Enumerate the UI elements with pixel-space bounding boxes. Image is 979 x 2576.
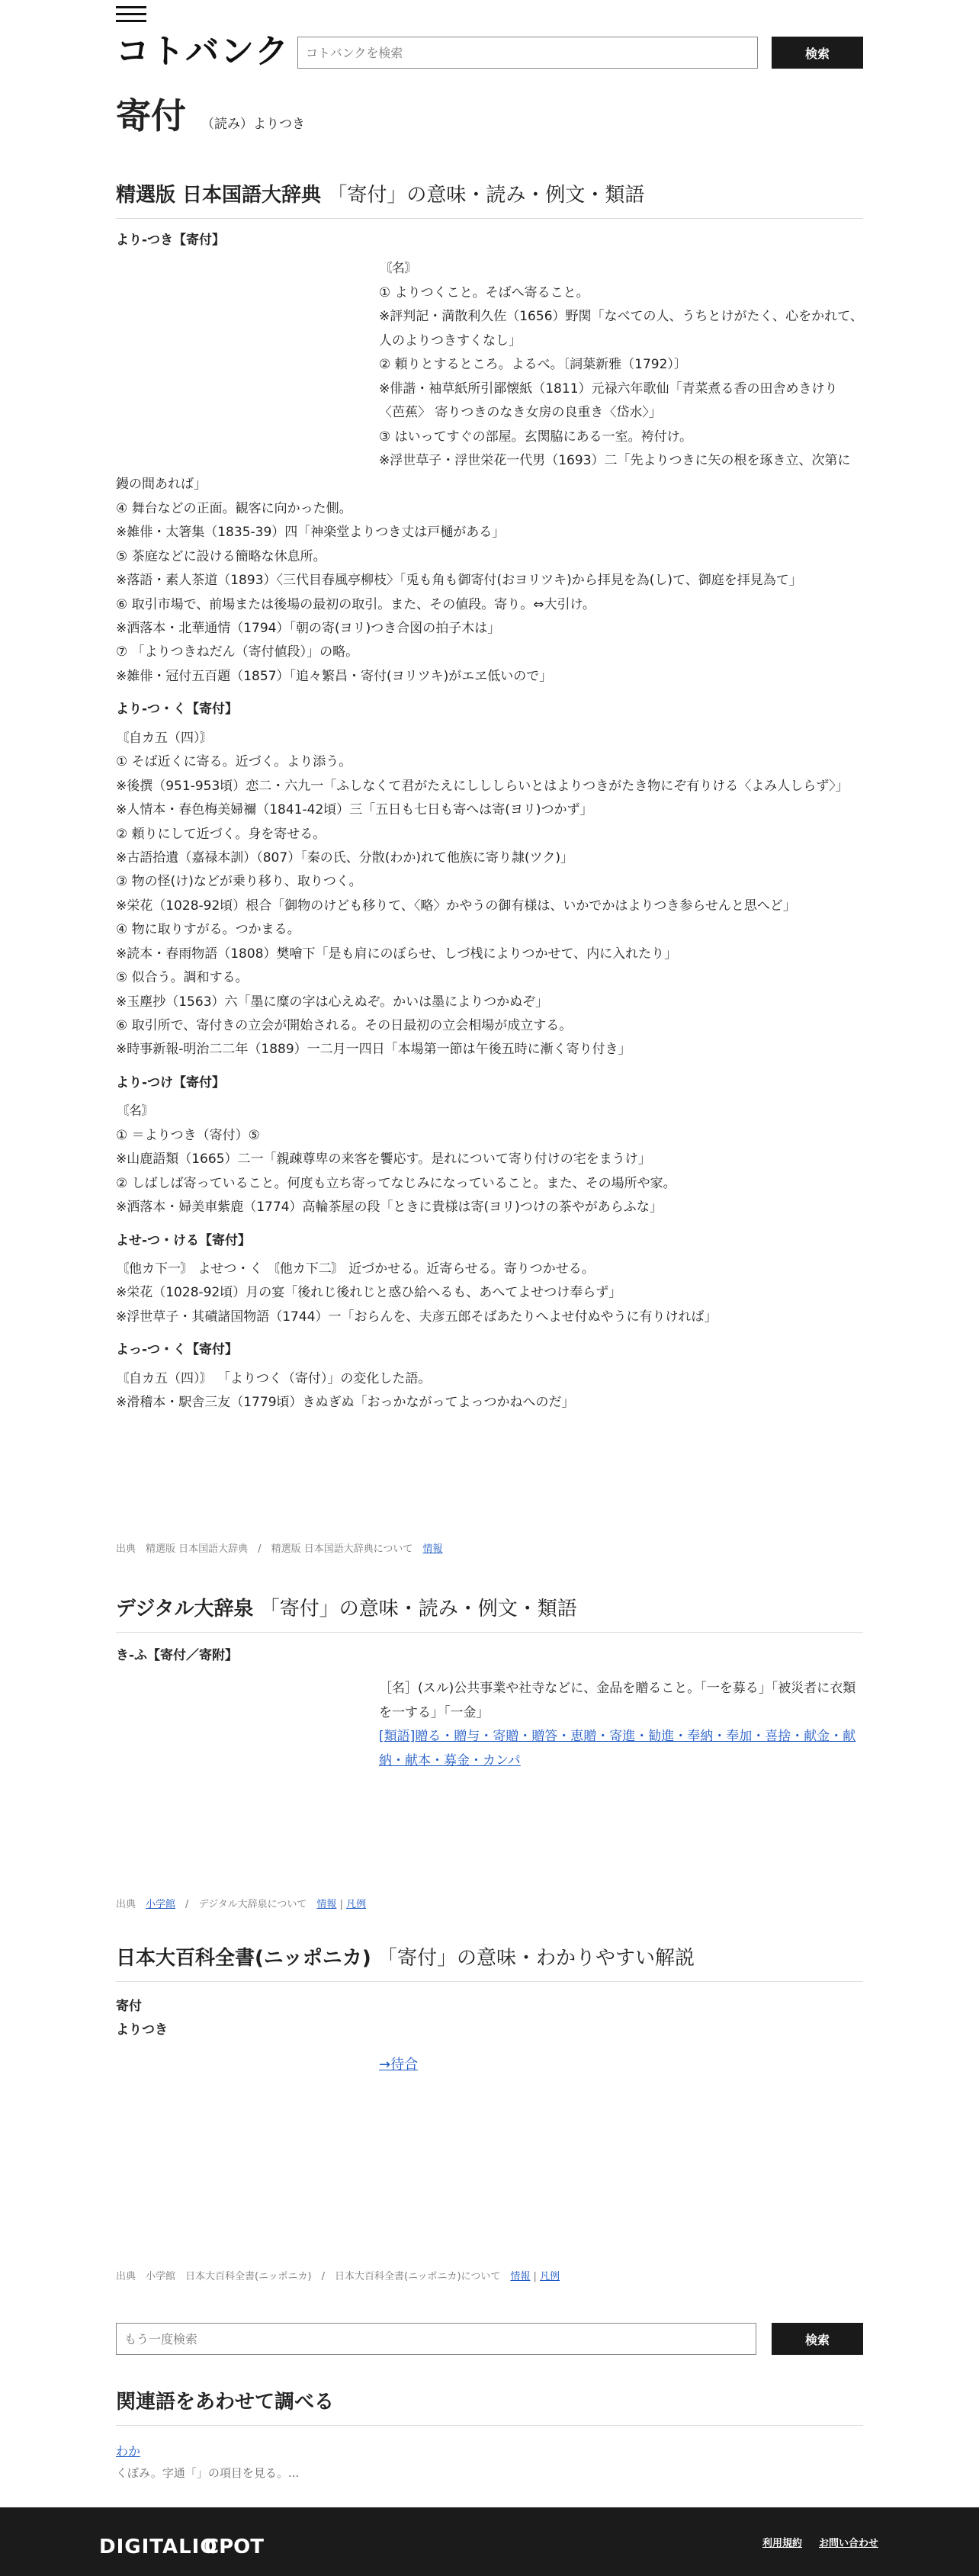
footer-terms-link[interactable]: 利用規約	[762, 2538, 803, 2549]
section-title-nikkoku	[116, 180, 863, 219]
source-nipponica: 出典 小学館 日本大百科全書(ニッポニカ) / 日本大百科全書(ニッポニカ)について 情報 | 凡例	[116, 2271, 560, 2282]
section-title-dict: 精選版 日本国語大辞典	[116, 184, 322, 207]
section-title-dict: デジタル大辞泉	[116, 1598, 254, 1620]
related-word-link[interactable]: わか	[116, 2444, 141, 2459]
section-title-rest: 「寄付」の意味・読み・例文・類語	[327, 184, 645, 207]
footer	[0, 2507, 979, 2576]
definition-line: ※浮世草子・其磧諸国物語（1744）一「おらんを、夫彦五郎そばあたりへよせ付ぬやうに有りければ」	[116, 1309, 717, 1325]
daijisen-body	[116, 1644, 863, 1773]
section-title-rest: 「寄付」の意味・わかりやすい解説	[377, 1947, 695, 1970]
definition-line: ⑥ 取引市場で、前場または後場の最初の取引。また、その値段。寄り。⇔大引け。	[116, 596, 595, 612]
source-prefix: 出典	[116, 1899, 136, 1910]
related-title: 関連語をあわせて調べる	[116, 2387, 863, 2426]
source-nikkoku: 出典 精選版 日本国語大辞典 / 精選版 日本国語大辞典について 情報	[116, 1543, 443, 1555]
source-legend-link[interactable]: 凡例	[346, 1899, 367, 1910]
nikkoku-body	[116, 229, 863, 1415]
source-name: 精選版 日本国語大辞典	[146, 1543, 249, 1555]
definition-line: ［名］(スル)公共事業や社寺などに、金品を贈ること。「一を募る」「被災者に衣類を一する」「一金」	[379, 1681, 856, 1720]
definition-line: ※俳諧・袖草紙所引鄙懐紙（1811）元禄六年歌仙「青菜煮る香の田舎めきけり〈芭蕉〉 寄りつきのなき女房の良重き〈岱水〉」	[379, 381, 838, 421]
definition-line: ※読本・春雨物語（1808）樊噲下「是も肩にのぼらせ、しづ桟によりつかせて、内に入れたり」	[116, 946, 678, 962]
entry-head: き‐ふ【寄付／寄附】	[116, 1648, 239, 1663]
source-daijisen: 出典 小学館 / デジタル大辞泉について 情報 | 凡例	[116, 1899, 367, 1910]
definition-line: ※古語拾遺（嘉禄本訓）（807）「秦の氏、分散(わか)れて他族に寄り隷(ツク)」	[116, 850, 574, 866]
entry-head: より‐つき【寄付】	[116, 233, 226, 248]
search-input[interactable]	[297, 37, 758, 69]
definition-line: ※玉塵抄（1563）六「墨に糜の字は心えぬぞ。かいは墨によりつかぬぞ」	[116, 994, 549, 1010]
definition-line: ④ 物に取りすがる。つかまる。	[116, 922, 300, 938]
search-again-button[interactable]: 検索	[772, 2323, 863, 2355]
definition-line: ※栄花（1028‐92頃）月の宴「後れじ後れじと惑ひ給へるも、あへてよせつけ奉らず」	[116, 1285, 622, 1301]
entry-head: 寄付	[116, 1999, 142, 2014]
definition-line: ※洒落本・婦美車紫鹿（1774）高輪茶屋の段「ときに貴様は寄(ヨリ)つけの茶やがあらふな」	[116, 1200, 663, 1216]
definition-line: 〘自カ五（四）〙	[116, 730, 213, 746]
definition-line: ※山鹿語類（1665）二一「親疎尊卑の来客を饗応す。是れについて寄り付けの宅をまうけ」	[116, 1151, 651, 1168]
nipponica-body	[116, 1995, 863, 2077]
definition-line: ③ 物の怪(け)などが乗り移り、取りつく。	[116, 874, 362, 890]
definition-line: ⑤ 似合う。調和する。	[116, 970, 249, 986]
source-about: 精選版 日本国語大辞典について	[271, 1543, 413, 1555]
definition-line: ※後撰（951‐953頃）恋二・六九一「ふしなくて君がたえにしししらいとはよりつきがたき物にぞ有りける〈よみ人しらず〉」	[116, 778, 849, 794]
definition-line: ※評判記・満散利久佐（1656）野関「なべての人、うちとけがたく、心をかれて、人のよりつきすくなし」	[379, 309, 863, 348]
related-desc: くぼみ。字通「」の項目を見る。...	[116, 2465, 300, 2480]
definition-line: ※浮世草子・浮世栄花一代男（1693）二「先よりつきに矢の根を琢き立、次第に鏝の間あれば」	[116, 452, 851, 493]
entry-head: よせ‐つ・ける【寄付】	[116, 1232, 252, 1248]
definition-line: 〘名〙	[116, 1103, 155, 1119]
definition-line: 〘他カ下一〙 よせつ・く 〘他カ下二〙 近づかせる。近寄らせる。寄りつかせる。	[116, 1261, 595, 1277]
entry-reading: よりつき	[116, 2022, 168, 2038]
definition-line: ④ 舞台などの正面。観客に向かった側。	[116, 500, 352, 516]
source-publisher-link[interactable]: 小学館	[146, 1899, 176, 1910]
menu-icon[interactable]	[116, 6, 146, 23]
definition-line: ⑦ 「よりつきねだん（寄付値段）」の略。	[116, 644, 359, 660]
definition-line: 〘名〙	[379, 261, 418, 277]
source-info-link[interactable]: 情報	[316, 1899, 337, 1910]
definition-line: ⑤ 茶庭などに設ける簡略な休息所。	[116, 548, 326, 564]
source-text: 出典 小学館 日本大百科全書(ニッポニカ) / 日本大百科全書(ニッポニカ)について	[116, 2271, 501, 2282]
search-button[interactable]: 検索	[772, 37, 863, 69]
definition-line: ② 頼りとするところ。よるべ。〔詞葉新雅（1792）〕	[379, 357, 687, 373]
section-title-dict: 日本大百科全書(ニッポニカ)	[116, 1947, 371, 1970]
entry-head: より‐つけ【寄付】	[116, 1074, 226, 1090]
source-legend-link[interactable]: 凡例	[540, 2271, 560, 2282]
synonyms-line[interactable]: [類語]贈る・贈与・寄贈・贈答・恵贈・寄進・勧進・奉納・奉加・喜捨・献金・献納・献本・募金・カンパ	[379, 1729, 856, 1768]
source-prefix: 出典	[116, 1543, 136, 1555]
definition-line: ※洒落本・北華通情（1794）「朝の寄(ヨリ)つき合図の拍子木は」	[116, 621, 501, 636]
footer-brand-cpot[interactable]: CPOT	[204, 2536, 264, 2558]
page-reading: （読み）よりつき	[201, 117, 305, 132]
definition-line: ※時事新報‐明治二二年（1889）一二月一四日「本場第一節は午後五時に漸く寄り付き」	[116, 1042, 631, 1058]
definition-line: ※栄花（1028‐92頃）根合「御物のけども移りて、〈略〉かやうの御有様は、いかでかはよりつき参らせんと思へど」	[116, 898, 796, 914]
cross-reference[interactable]: →待合	[379, 2056, 419, 2073]
definition-line: ⑥ 取引所で、寄付きの立会が開始される。その日最初の立会相場が成立する。	[116, 1018, 573, 1033]
definition-line: ② 頼りにして近づく。身を寄せる。	[116, 826, 326, 842]
footer-contact-link[interactable]: お問い合わせ	[819, 2538, 879, 2549]
definition-line: ※滑稽本・駅舎三友（1779頃）きぬぎぬ「おっかながってよっつかねへのだ」	[116, 1395, 575, 1411]
definition-line: ① そば近くに寄る。近づく。より添う。	[116, 754, 352, 770]
definition-line: ※雑俳・太箸集（1835‐39）四「神楽堂よりつき丈は戸樋がある」	[116, 525, 506, 541]
section-title-daijisen	[116, 1594, 863, 1633]
section-title-rest: 「寄付」の意味・読み・例文・類語	[259, 1598, 577, 1620]
definition-line: ※雑俳・冠付五百題（1857）「追々繁昌・寄付(ヨリツキ)がエヱ低いので」	[116, 668, 553, 684]
site-logo[interactable]: コトバンク	[116, 32, 290, 71]
related-list	[116, 2440, 863, 2484]
search-again-input[interactable]	[116, 2323, 756, 2355]
entry-head: よっ‐つ・く【寄付】	[116, 1342, 239, 1358]
entry-head: より‐つ・く【寄付】	[116, 702, 239, 718]
source-info-link[interactable]: 情報	[510, 2271, 531, 2282]
footer-brand-digitalio[interactable]: DIGITALIO	[99, 2536, 218, 2558]
definition-line: 〘自カ五（四）〙 「よりつく（寄付）」の変化した語。	[116, 1370, 432, 1386]
definition-line: ③ はいってすぐの部屋。玄関脇にある一室。袴付け。	[379, 429, 692, 445]
definition-line: ① ＝よりつき（寄付）⑤	[116, 1127, 260, 1143]
source-info-link[interactable]: 情報	[422, 1543, 443, 1555]
definition-line: ※落語・素人茶道（1893）〈三代目春風亭柳枝〉「兎も角も御寄付(おヨリツキ)から拝見を為(し)て、御庭を拝見為て」	[116, 573, 802, 589]
definition-line: ② しばしば寄っていること。何度も立ち寄ってなじみになっていること。また、その場所や家。	[116, 1175, 676, 1191]
source-about: デジタル大辞泉について	[198, 1899, 307, 1910]
section-title-nipponica	[116, 1943, 863, 1982]
page-title: 寄付	[116, 95, 186, 137]
definition-line: ※人情本・春色梅美婦禰（1841‐42頃）三「五日も七日も寄へは寄(ヨリ)つかず」	[116, 802, 593, 818]
definition-line: ① よりつくこと。そばへ寄ること。	[379, 284, 589, 300]
